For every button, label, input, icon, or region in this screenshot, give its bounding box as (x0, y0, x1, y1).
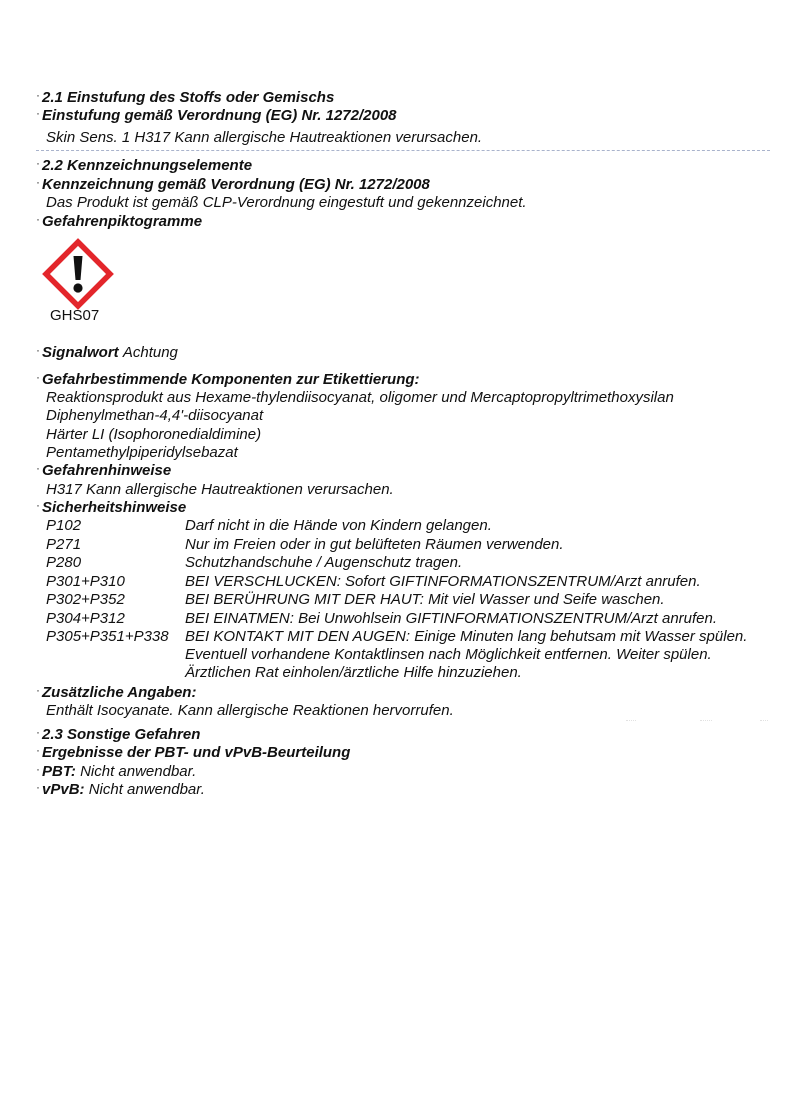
bullet: · (36, 88, 40, 102)
vpvb-value: Nicht anwendbar. (88, 781, 205, 798)
precaution-code: P102 (46, 517, 82, 534)
bullet: · (36, 343, 40, 357)
component-item: Härter LI (Isophoronedialdimine) (46, 426, 262, 443)
precaution-text: Schutzhandschuhe / Augenschutz tragen. (185, 554, 463, 571)
bullet: · (36, 212, 40, 226)
additional-info-heading-row (36, 684, 196, 702)
additional-info-heading: Zusätzliche Angaben: (42, 684, 197, 701)
section-2-1-heading-row (36, 89, 334, 107)
bullet: · (36, 743, 40, 757)
classification-text: Skin Sens. 1 H317 Kann allergische Hautreaktionen verursachen. (46, 129, 483, 146)
bullet: · (36, 156, 40, 170)
section-2-2-heading-row (36, 157, 252, 175)
labelling-regulation-heading: Kennzeichnung gemäß Verordnung (EG) Nr. 1272/2008 (42, 176, 430, 193)
bullet: · (36, 461, 40, 475)
faint-mark (760, 720, 768, 722)
additional-info-text: Enthält Isocyanate. Kann allergische Reaktionen hervorrufen. (46, 702, 454, 719)
bullet: · (36, 725, 40, 739)
precaution-text: Nur im Freien oder in gut belüfteten Räumen verwenden. (185, 536, 564, 553)
component-item: Pentamethylpiperidylsebazat (46, 444, 238, 461)
signal-word-row (36, 344, 178, 362)
precaution-text: BEI EINATMEN: Bei Unwohlsein GIFTINFORMATIONSZENTRUM/Arzt anrufen. (185, 610, 718, 627)
section-2-3-heading: 2.3 Sonstige Gefahren (42, 726, 201, 743)
pictogram-code: GHS07 (50, 307, 100, 324)
hazard-statements-heading-row (36, 462, 171, 480)
components-heading: Gefahrbestimmende Komponenten zur Etikettierung: (42, 371, 420, 388)
vpvb-label: vPvB: (42, 781, 85, 798)
vpvb-row (36, 781, 205, 799)
precaution-code: P305+P351+P338 (46, 628, 169, 645)
precaution-text: BEI VERSCHLUCKEN: Sofort GIFTINFORMATIONSZENTRUM/Arzt anrufen. (185, 573, 701, 590)
precaution-code: P302+P352 (46, 591, 125, 608)
precaution-code: P301+P310 (46, 573, 125, 590)
labelling-regulation-row (36, 176, 430, 194)
section-separator (36, 150, 770, 151)
ghs07-exclamation-icon (42, 238, 114, 310)
precaution-code: P280 (46, 554, 82, 571)
faint-mark (700, 720, 712, 722)
pbt-label: PBT: (42, 763, 76, 780)
precautionary-heading-row (36, 499, 186, 517)
pictograms-heading: Gefahrenpiktogramme (42, 213, 203, 230)
precaution-text: BEI BERÜHRUNG MIT DER HAUT: Mit viel Wasser und Seife waschen. (185, 591, 665, 608)
section-2-2-heading: 2.2 Kennzeichnungselemente (42, 157, 253, 174)
precaution-code: P271 (46, 536, 82, 553)
bullet: · (36, 370, 40, 384)
bullet: · (36, 780, 40, 794)
section-2-1-heading: 2.1 Einstufung des Stoffs oder Gemischs (42, 89, 335, 106)
classification-regulation-heading: Einstufung gemäß Verordnung (EG) Nr. 1272/2008 (42, 107, 397, 124)
bullet: · (36, 106, 40, 120)
pbt-row (36, 763, 196, 781)
precautionary-heading: Sicherheitshinweise (42, 499, 187, 516)
precaution-text: BEI KONTAKT MIT DEN AUGEN: Einige Minuten lang behutsam mit Wasser spülen. Eventuell vorhandene Kontaktlinsen nach Möglichkeit entfernen. Weiter spülen. Ärztlichen Rat einholen/ärztliche Hilfe hinzuziehen. (185, 628, 748, 681)
pbt-assessment-heading: Ergebnisse der PBT- und vPvB-Beurteilung (42, 744, 351, 761)
component-item: Diphenylmethan-4,4'-diisocyanat (46, 407, 264, 424)
pbt-value: Nicht anwendbar. (80, 763, 197, 780)
bullet: · (36, 175, 40, 189)
clp-note: Das Produkt ist gemäß CLP-Verordnung eingestuft und gekennzeichnet. (46, 194, 527, 211)
components-heading-row (36, 371, 420, 389)
bullet: · (36, 762, 40, 776)
hazard-statements-heading: Gefahrenhinweise (42, 462, 172, 479)
section-2-3-heading-row (36, 726, 200, 744)
precaution-code: P304+P312 (46, 610, 125, 627)
faint-mark (626, 720, 636, 722)
signal-word-value: Achtung (122, 344, 178, 361)
bullet: · (36, 683, 40, 697)
classification-regulation-row (36, 107, 397, 125)
hazard-statement: H317 Kann allergische Hautreaktionen verursachen. (46, 481, 394, 498)
pictograms-heading-row (36, 213, 202, 231)
precaution-text: Darf nicht in die Hände von Kindern gelangen. (185, 517, 492, 534)
bullet: · (36, 498, 40, 512)
signal-word-label: Signalwort (42, 344, 119, 361)
component-item: Reaktionsprodukt aus Hexame-thylendiisocyanat, oligomer und Mercaptopropyltrimethoxysilan (46, 389, 674, 406)
pbt-assessment-heading-row (36, 744, 350, 762)
